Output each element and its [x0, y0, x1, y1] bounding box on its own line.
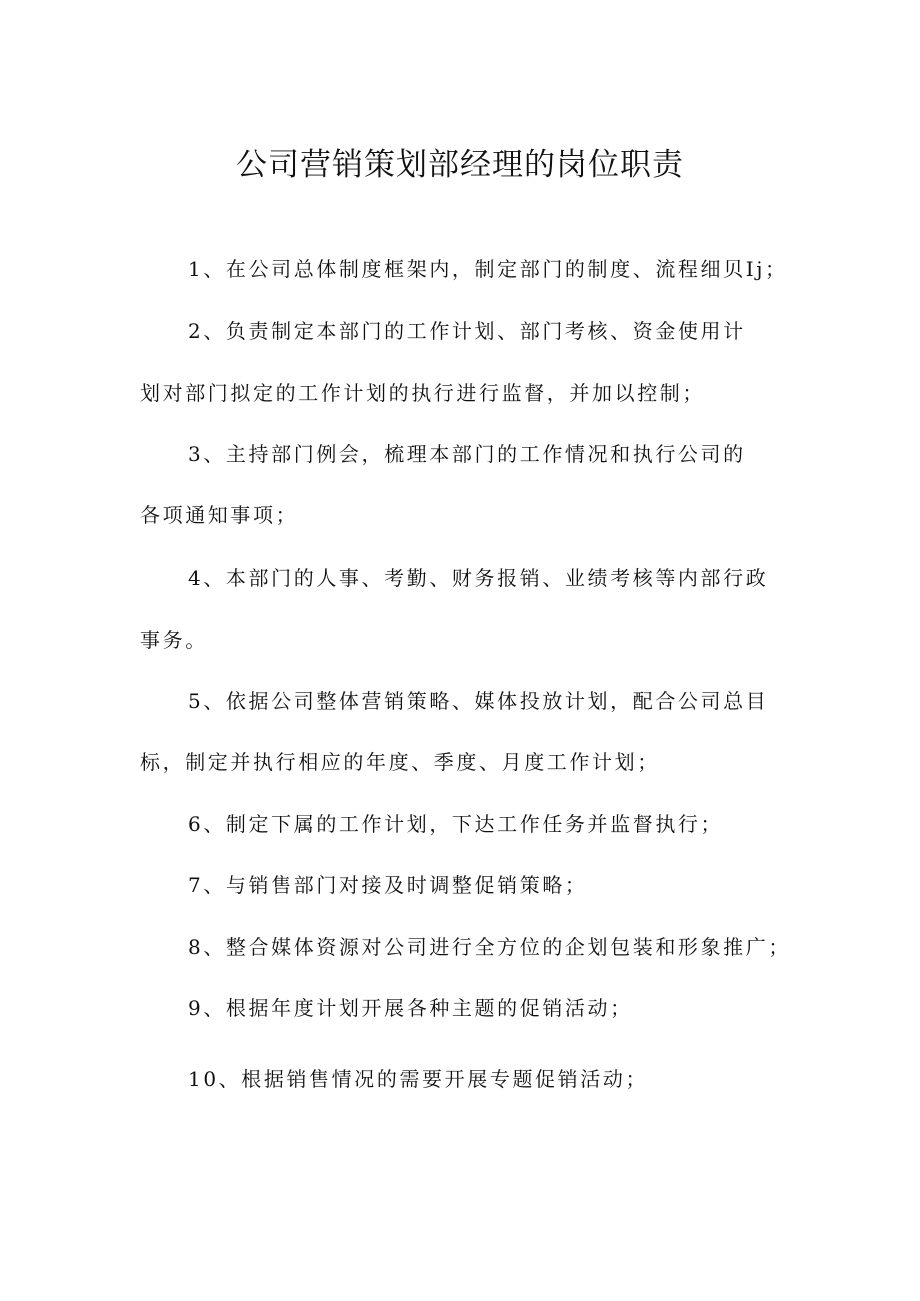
- duty-item-2-continued: 划对部门拟定的工作计划的执行进行监督，并加以控制；: [140, 381, 705, 405]
- duty-item-4-continued: 事务。: [140, 628, 208, 652]
- duty-item-3: 3、主持部门例会，梳理本部门的工作情况和执行公司的: [188, 442, 746, 466]
- duty-item-2: 2、负责制定本部门的工作计划、部门考核、资金使用计: [188, 319, 746, 343]
- duty-item-6: 6、制定下属的工作计划，下达工作任务并监督执行；: [188, 812, 724, 836]
- duty-item-4: 4、本部门的人事、考勤、财务报销、业绩考核等内部行政: [188, 566, 769, 590]
- duty-item-5-continued: 标，制定并执行相应的年度、季度、月度工作计划；: [140, 750, 660, 774]
- duty-item-9: 9、根据年度计划开展各种主题的促销活动；: [188, 996, 633, 1020]
- duty-item-1: 1、在公司总体制度框架内，制定部门的制度、流程细贝Ij；: [188, 257, 788, 281]
- duty-item-8: 8、整合媒体资源对公司进行全方位的企划包装和形象推广；: [188, 935, 791, 959]
- duty-item-5: 5、依据公司整体营销策略、媒体投放计划，配合公司总目: [188, 689, 769, 713]
- duty-item-10: 10、根据销售情况的需要开展专题促销活动；: [188, 1067, 649, 1091]
- page-title: 公司营销策划部经理的岗位职责: [236, 147, 684, 183]
- duty-item-3-continued: 各项通知事项；: [140, 503, 299, 527]
- duty-item-7: 7、与销售部门对接及时调整促销策略；: [188, 873, 588, 897]
